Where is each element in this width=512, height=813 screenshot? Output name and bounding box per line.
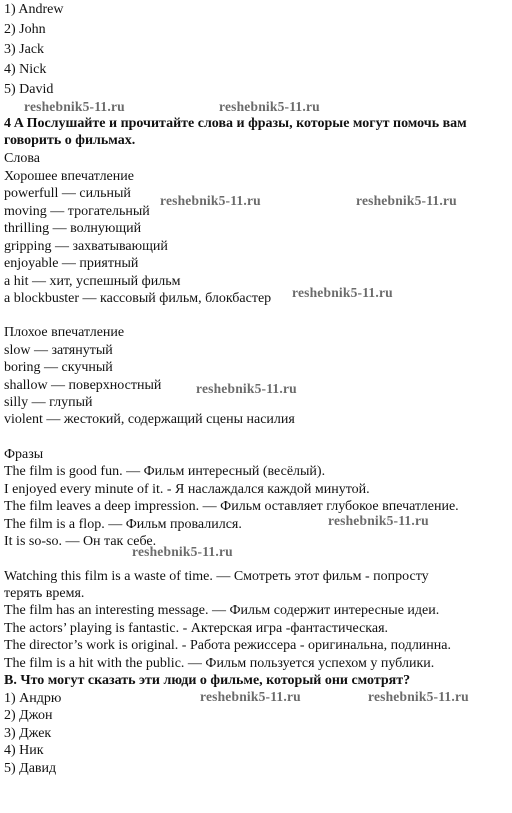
phrase-item: The film leaves a deep impression. — Фильм оставляет глубокое впечатление. (4, 499, 459, 514)
vocab-item: enjoyable — приятный (4, 256, 139, 271)
phrase-item: The film is a hit with the public. — Фильм пользуется успехом у публики. (4, 656, 435, 671)
watermark: reshebnik5-11.ru (24, 99, 125, 114)
phrase-item: The film is good fun. — Фильм интересный (весёлый). (4, 464, 326, 479)
watermark: reshebnik5-11.ru (219, 99, 320, 114)
phrase-item: I enjoyed every minute of it. - Я наслаждался каждой минутой. (4, 482, 370, 497)
vocab-item: a blockbuster — кассовый фильм, блокбастер (4, 291, 272, 306)
vocab-item: moving — трогательный (4, 204, 150, 219)
task-heading-line-1: 4 A Послушайте и прочитайте слова и фразы, которые могут помочь вам (4, 116, 467, 131)
watermark: reshebnik5-11.ru (368, 689, 469, 704)
vocab-item: a hit — хит, успешный фильм (4, 274, 181, 289)
phrase-item: The director’s work is original. - Работа режиссера - оригинальна, подлинна. (4, 638, 452, 653)
vocab-item: silly — глупый (4, 395, 93, 410)
watermark: reshebnik5-11.ru (356, 193, 457, 208)
vocab-item: thrilling — волнующий (4, 221, 142, 236)
task-b-heading: B. Что могут сказать эти люди о фильме, который они смотрят? (4, 673, 411, 688)
vocab-item: gripping — захватывающий (4, 239, 168, 254)
section-label-phrases: Фразы (4, 447, 44, 462)
answer-list-item-2: 2) Джон (4, 708, 53, 723)
answer-list-item-4: 4) Ник (4, 743, 44, 758)
answer-list-item-1: 1) Andrew (4, 2, 64, 17)
task-heading-line-2: говорить о фильмах. (4, 133, 136, 148)
phrase-item: The film has an interesting message. — Фильм содержит интересные идеи. (4, 603, 440, 618)
vocab-item: violent — жестокий, содержащий сцены насилия (4, 412, 295, 427)
phrase-item: The actors’ playing is fantastic. - Актерская игра -фантастическая. (4, 621, 389, 636)
subsection-good-impression: Хорошее впечатление (4, 169, 134, 184)
answer-list-item-5: 5) David (4, 82, 54, 97)
phrase-item: The film is a flop. — Фильм провалился. (4, 517, 242, 532)
answer-list-item-4: 4) Nick (4, 62, 47, 77)
phrase-item: It is so-so. — Он так себе. (4, 534, 157, 549)
watermark: reshebnik5-11.ru (328, 513, 429, 528)
vocab-item: powerfull — сильный (4, 186, 131, 201)
answer-list-item-2: 2) John (4, 22, 46, 37)
answer-list-item-3: 3) Jack (4, 42, 45, 57)
watermark: reshebnik5-11.ru (160, 193, 261, 208)
answer-list-item-1: 1) Андрю (4, 691, 62, 706)
vocab-item: shallow — поверхностный (4, 378, 162, 393)
section-label-words: Слова (4, 151, 40, 166)
watermark: reshebnik5-11.ru (292, 285, 393, 300)
watermark: reshebnik5-11.ru (132, 544, 233, 559)
phrase-item-continuation: терять время. (4, 586, 85, 601)
vocab-item: slow — затянутый (4, 343, 113, 358)
watermark: reshebnik5-11.ru (200, 689, 301, 704)
subsection-bad-impression: Плохое впечатление (4, 325, 125, 340)
watermark: reshebnik5-11.ru (196, 381, 297, 396)
answer-list-item-5: 5) Давид (4, 761, 57, 776)
phrase-item: Watching this film is a waste of time. — Смотреть этот фильм - попросту (4, 569, 429, 584)
vocab-item: boring — скучный (4, 360, 113, 375)
answer-list-item-3: 3) Джек (4, 726, 52, 741)
